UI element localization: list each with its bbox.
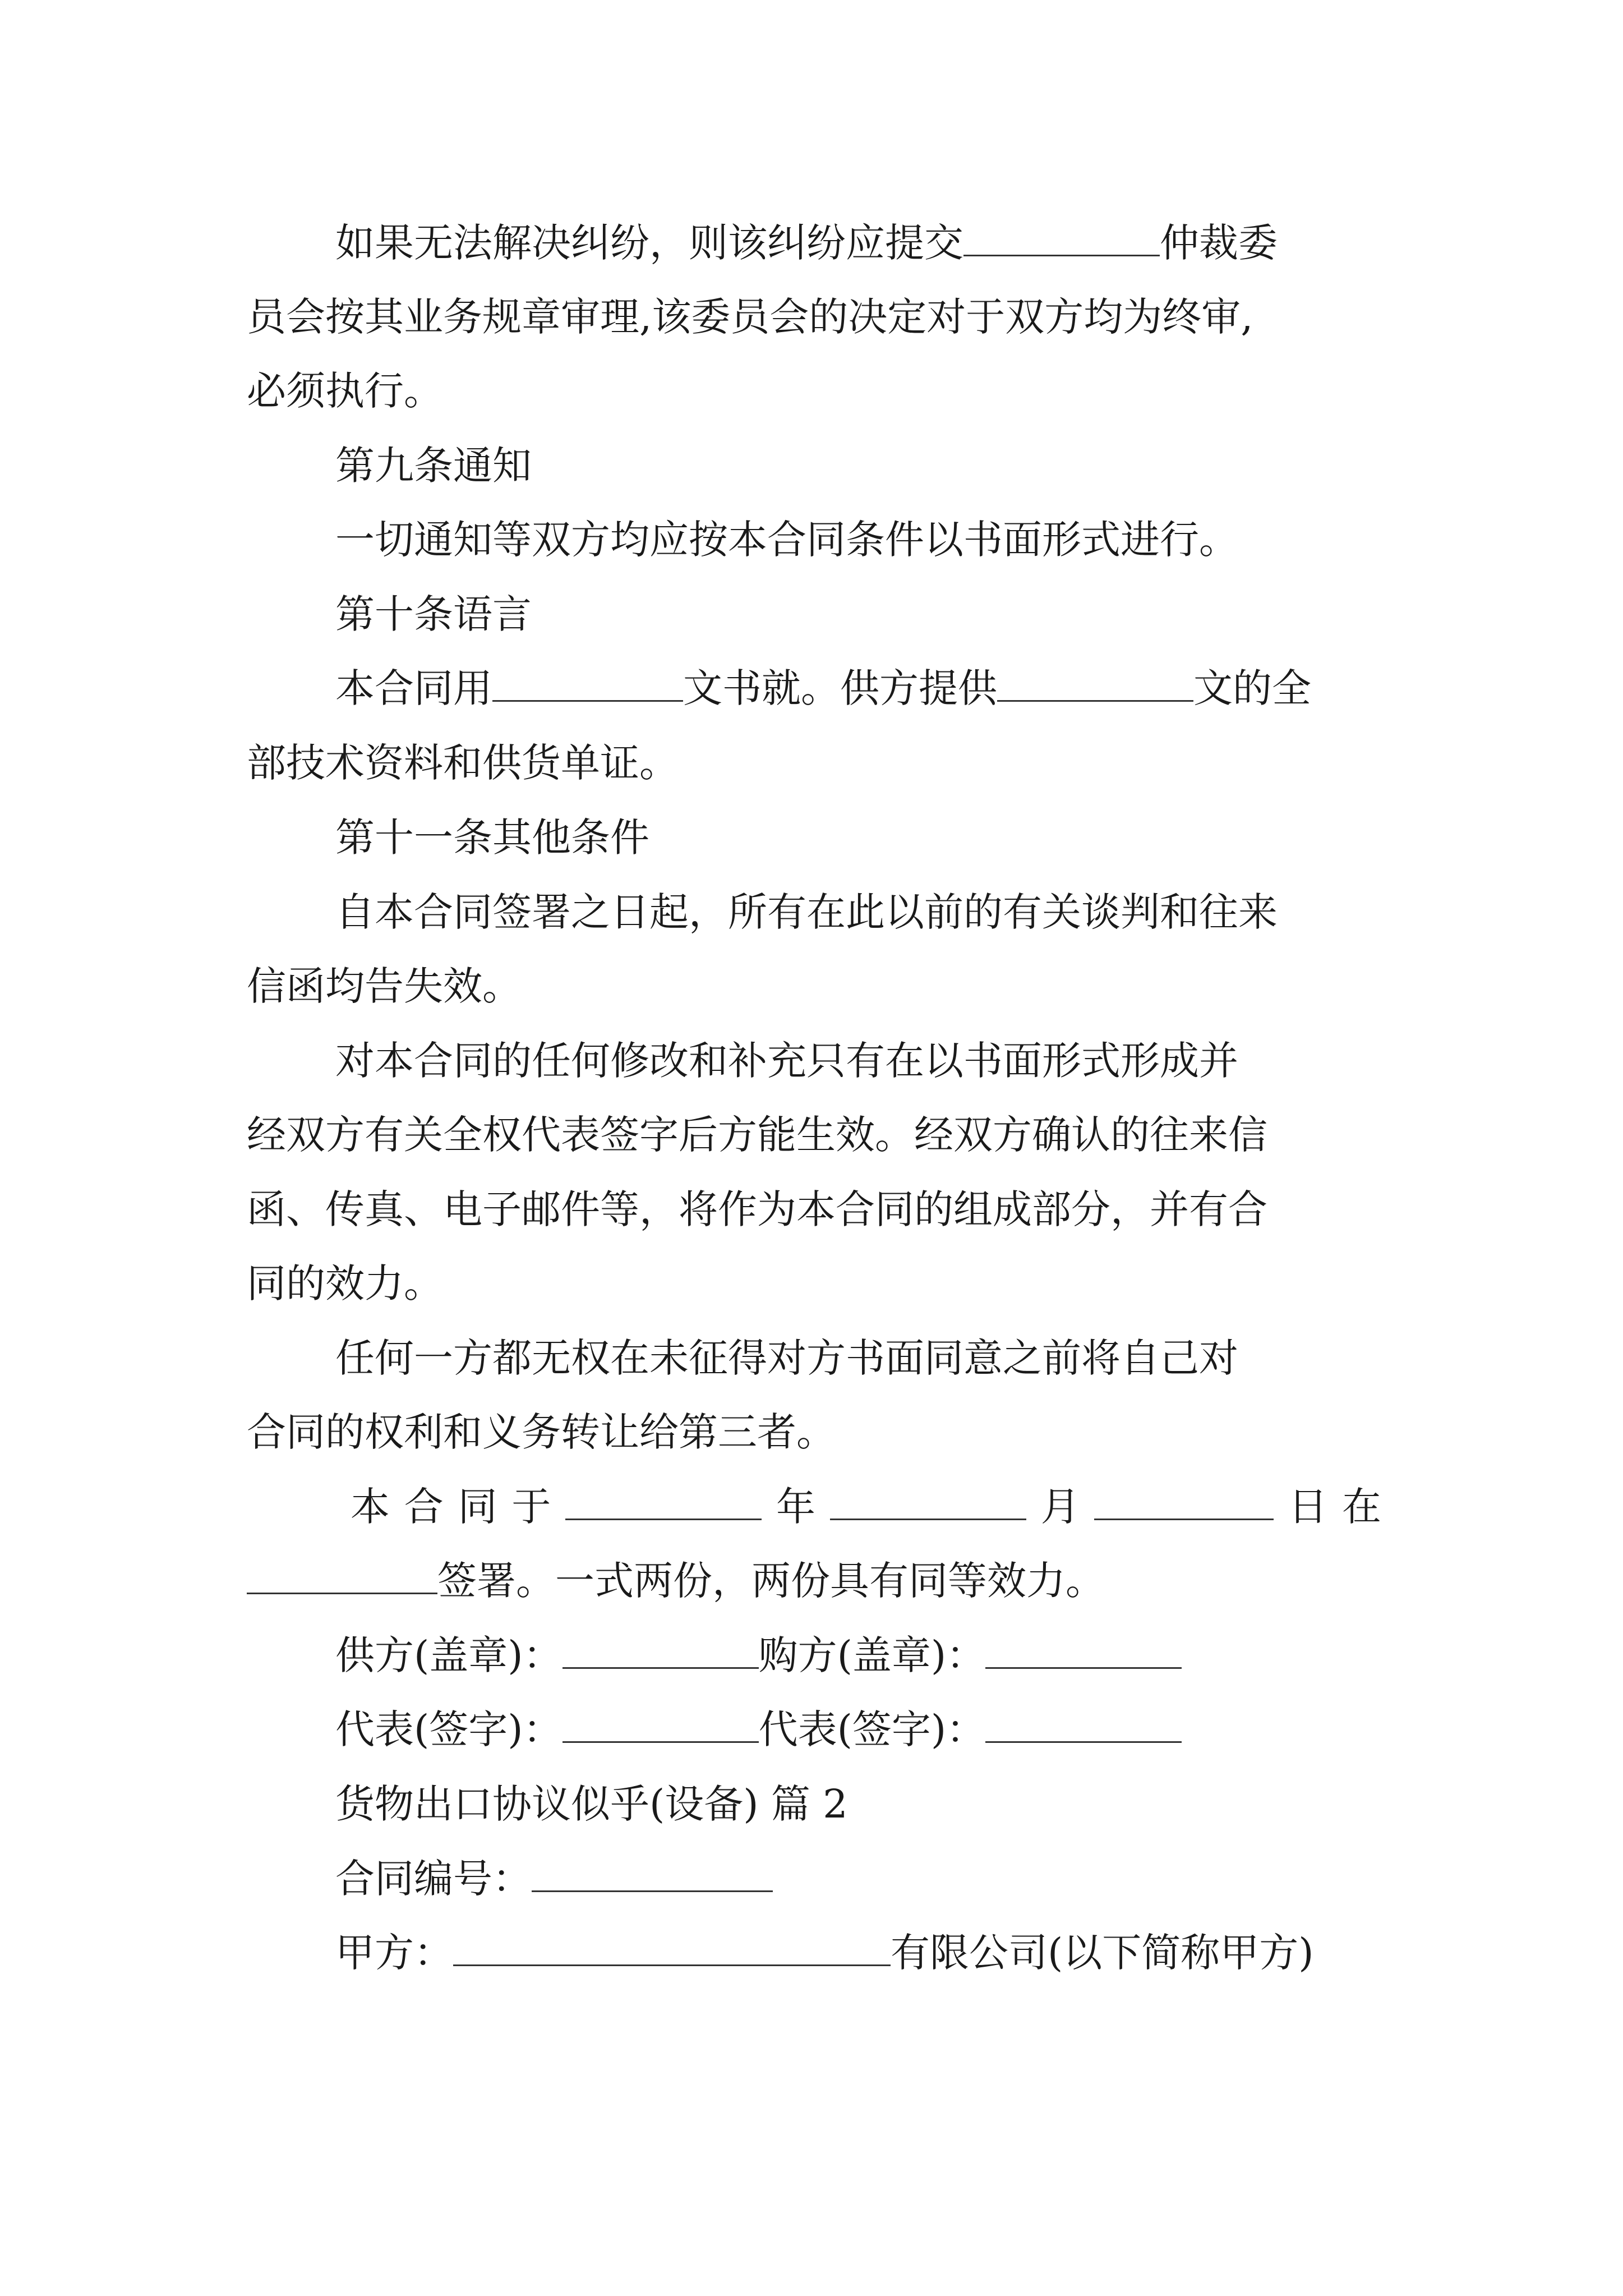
signing-line-2	[247, 1556, 1105, 1606]
year-blank	[565, 1481, 762, 1520]
documents-language-blank	[997, 663, 1193, 702]
month-label: 月	[1040, 1484, 1080, 1530]
article-10-line-2: 部技术资料和供货单证。	[247, 740, 679, 786]
year-label: 年	[776, 1484, 815, 1530]
contract-number-line	[335, 1853, 773, 1904]
buyer-seal-label: 购方(盖章)：	[758, 1632, 986, 1678]
dispute-text-start: 如果无法解决纠纷，则该纠纷应提交	[335, 220, 963, 266]
party-a-blank	[453, 1927, 891, 1966]
language-text-a: 本合同用	[335, 665, 492, 711]
article-11-p2-line-1: 对本合同的任何修改和补充只有在以书面形式形成并	[335, 1038, 1238, 1084]
party-a-line	[335, 1927, 1314, 1978]
seller-seal-blank	[562, 1630, 759, 1669]
signing-place-blank	[247, 1556, 437, 1594]
article-10-line-1	[335, 663, 1311, 714]
article-11-heading: 第十一条其他条件	[335, 815, 649, 861]
signing-char-1: 本	[351, 1484, 390, 1530]
contract-number-label: 合同编号：	[335, 1856, 532, 1902]
dispute-line-2: 员会按其业务规章审理,该委员会的决定对于双方均为终审,	[247, 294, 1253, 340]
buyer-rep-label: 代表(签字)：	[758, 1706, 986, 1752]
month-blank	[830, 1481, 1026, 1520]
party-a-label: 甲方：	[335, 1930, 453, 1976]
language-text-b: 文书就。供方提供	[683, 665, 997, 711]
seller-rep-blank	[562, 1704, 759, 1743]
article-11-p2-line-3: 函、传真、电子邮件等，将作为本合同的组成部分，并有合	[247, 1186, 1267, 1232]
dispute-line-3: 必须执行。	[247, 368, 443, 414]
article-9-heading: 第九条通知	[335, 443, 532, 489]
article-11-p2-line-2: 经双方有关全权代表签字后方能生效。经双方确认的往来信	[247, 1112, 1267, 1158]
dispute-text-end: 仲裁委	[1160, 220, 1278, 266]
signing-char-3: 同	[458, 1484, 497, 1530]
article-9-body: 一切通知等双方均应按本合同条件以书面形式进行。	[335, 517, 1238, 563]
buyer-seal-blank	[985, 1630, 1182, 1669]
seller-rep-label: 代表(签字)：	[335, 1706, 562, 1752]
arbitration-body-blank	[963, 218, 1160, 256]
article-11-p2-line-4: 同的效力。	[247, 1260, 443, 1306]
dispute-line-1	[335, 218, 1278, 268]
party-a-suffix: 有限公司(以下简称甲方)	[891, 1930, 1314, 1976]
seal-line	[335, 1630, 1182, 1681]
seller-seal-label: 供方(盖章)：	[335, 1632, 562, 1678]
section-2-title: 货物出口协议似乎(设备) 篇 2	[335, 1781, 848, 1827]
representative-line	[335, 1704, 1182, 1755]
contract-number-blank	[532, 1853, 773, 1892]
buyer-rep-blank	[985, 1704, 1182, 1743]
signing-char-2: 合	[404, 1484, 444, 1530]
article-10-heading: 第十条语言	[335, 591, 532, 637]
article-11-p3-line-2: 合同的权利和义务转让给第三者。	[247, 1409, 836, 1455]
language-text-c: 文的全	[1193, 665, 1311, 711]
day-blank	[1094, 1481, 1274, 1520]
location-label: 在	[1341, 1484, 1381, 1530]
signing-char-4: 于	[511, 1484, 551, 1530]
contract-language-blank	[492, 663, 683, 702]
day-label: 日	[1288, 1484, 1328, 1530]
article-11-p3-line-1: 任何一方都无权在未征得对方书面同意之前将自己对	[335, 1335, 1238, 1381]
article-11-p1-line-1: 自本合同签署之日起，所有在此以前的有关谈判和往来	[335, 889, 1278, 935]
signing-date-line	[351, 1481, 1381, 1532]
article-11-p1-line-2: 信函均告失效。	[247, 963, 522, 1009]
signing-copies-text: 签署。一式两份，两份具有同等效力。	[437, 1558, 1105, 1604]
